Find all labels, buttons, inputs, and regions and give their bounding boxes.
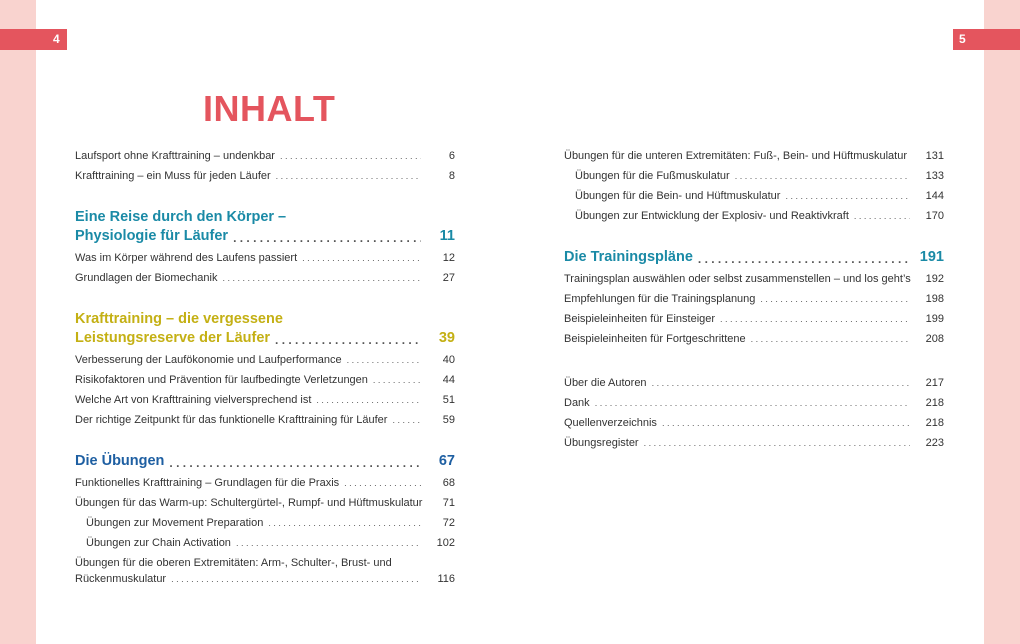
section-heading-krafttraining-line2[interactable]: Leistungsreserve der Läufer . . . 39 xyxy=(75,329,455,348)
toc-entry[interactable]: Grundlagen der Biomechanik . . . 27 xyxy=(75,270,455,286)
toc-entry[interactable]: Risikofaktoren und Prävention für laufbedingte Verletzungen . . . 44 xyxy=(75,372,455,388)
toc-entry[interactable]: Krafttraining – ein Muss für jeden Läufer . . . 8 xyxy=(75,168,455,184)
toc-entry-sub[interactable]: Übungen zur Entwicklung der Explosiv- und Reaktivkraft . . . 170 xyxy=(564,208,944,224)
toc-entry[interactable]: Der richtige Zeitpunkt für das funktionelle Krafttraining für Läufer . . . 59 xyxy=(75,412,455,428)
section-heading-krafttraining[interactable]: Krafttraining – die vergessene xyxy=(75,311,283,327)
section-heading-uebungen[interactable]: Die Übungen . . . 67 xyxy=(75,452,455,471)
right-page-margin xyxy=(984,0,1020,644)
toc-entry[interactable]: Beispieleinheiten für Fortgeschrittene . . . 208 xyxy=(564,331,944,347)
left-page-margin xyxy=(0,0,36,644)
toc-entry-line1[interactable]: Übungen für die oberen Extremitäten: Arm-, Schulter-, Brust- und xyxy=(75,557,392,569)
toc-entry[interactable]: Was im Körper während des Laufens passiert . . . 12 xyxy=(75,250,455,266)
toc-entry[interactable]: Übungsregister . . . 223 xyxy=(564,435,944,451)
toc-entry[interactable]: Funktionelles Krafttraining – Grundlagen für die Praxis . . . 68 xyxy=(75,475,455,491)
toc-entry-sub[interactable]: Übungen für die Bein- und Hüftmuskulatur . . . 144 xyxy=(564,188,944,204)
toc-entry[interactable]: Laufsport ohne Krafttraining – undenkbar . . . 6 xyxy=(75,148,455,164)
section-heading-physiologie[interactable]: Eine Reise durch den Körper – xyxy=(75,209,287,225)
toc-entry[interactable]: Übungen für die unteren Extremitäten: Fuß-, Bein- und Hüftmuskulatur 131 xyxy=(564,150,944,162)
toc-right-column xyxy=(564,148,944,455)
section-heading-trainingsplaene[interactable]: Die Trainingspläne . . . 191 xyxy=(564,248,944,267)
toc-entry[interactable]: Quellenverzeichnis . . . 218 xyxy=(564,415,944,431)
toc-entry-sub[interactable]: Übungen zur Chain Activation . . . 102 xyxy=(75,535,455,551)
toc-entry-sub[interactable]: Übungen für die Fußmuskulatur . . . 133 xyxy=(564,168,944,184)
page-title: INHALT xyxy=(203,88,336,129)
toc-entry[interactable]: Empfehlungen für die Trainingsplanung . . . 198 xyxy=(564,291,944,307)
toc-entry[interactable]: Trainingsplan auswählen oder selbst zusammenstellen – und los geht’s 192 xyxy=(564,273,944,285)
section-heading-physiologie-line2[interactable]: Physiologie für Läufer . . . 11 xyxy=(75,227,455,246)
page-number-right: 5 xyxy=(953,29,1020,50)
toc-entry[interactable]: Dank . . . 218 xyxy=(564,395,944,411)
toc-entry[interactable]: Über die Autoren . . . 217 xyxy=(564,375,944,391)
toc-entry[interactable]: Welche Art von Krafttraining vielversprechend ist . . . 51 xyxy=(75,392,455,408)
toc-entry[interactable]: Rückenmuskulatur . . . 116 xyxy=(75,571,455,587)
toc-entry[interactable]: Beispieleinheiten für Einsteiger . . . 199 xyxy=(564,311,944,327)
toc-entry-sub[interactable]: Übungen zur Movement Preparation . . . 72 xyxy=(75,515,455,531)
toc-entry[interactable]: Übungen für das Warm-up: Schultergürtel-, Rumpf- und Hüftmuskulatur 71 xyxy=(75,497,455,509)
page-number-left: 4 xyxy=(0,29,67,50)
toc-left-column xyxy=(75,148,455,591)
toc-entry[interactable]: Verbesserung der Laufökonomie und Laufperformance . . . 40 xyxy=(75,352,455,368)
